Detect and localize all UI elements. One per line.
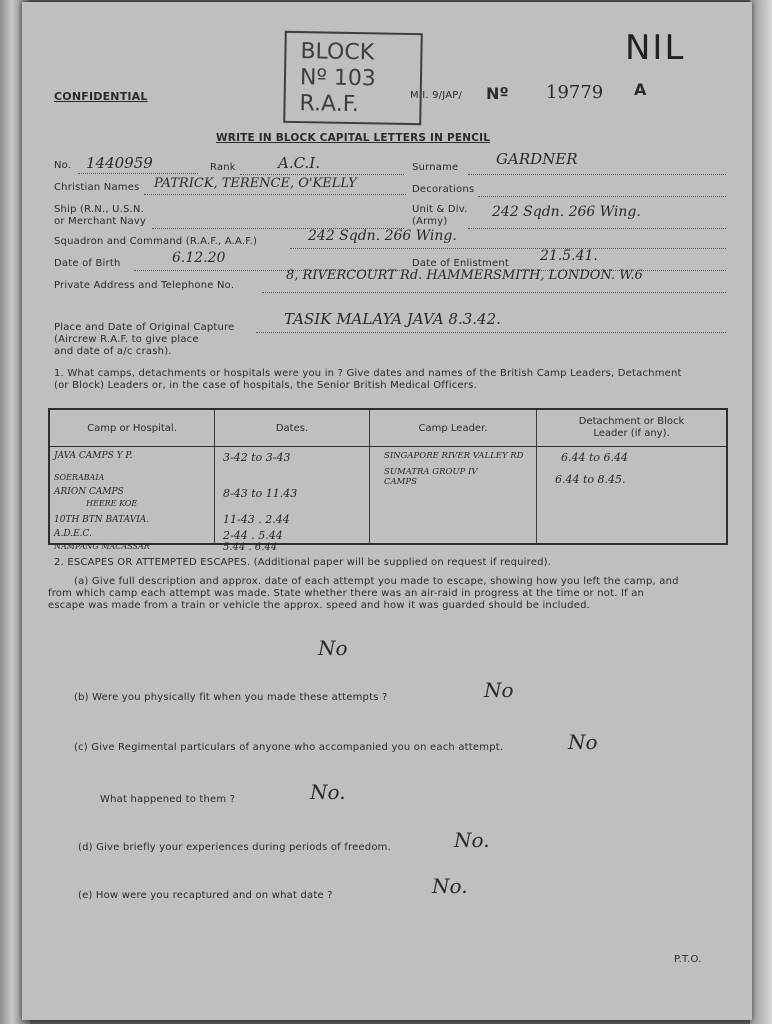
squadron-label: Squadron and Command (R.A.F., A.A.F.) (54, 236, 258, 247)
q2-a-2: from which camp each attempt was made. State whether there was an air-raid in progress at the time or not. If an (48, 588, 645, 599)
stacked-pages-edge (750, 0, 772, 1024)
cell-detachment: 6.44 to 6.44 6.44 to 8.45. (537, 447, 728, 545)
surname-value: GARDNER (496, 150, 578, 168)
q1-text-1: 1. What camps, detachments or hospitals were you in ? Give dates and names of the British Camp Leaders, Detachment (54, 368, 682, 379)
q2-a-answer: No (318, 636, 348, 660)
squadron-value: 242 Sqdn. 266 Wing. (308, 228, 457, 244)
q1-text-2: (or Block) Leaders or, in the case of hospitals, the Senior British Medical Officers. (54, 380, 477, 391)
q2-e: (e) How were you recaptured and on what date ? (78, 890, 333, 901)
q2-a-3: escape was made from a train or vehicle the approx. speed and how it was guarded should be included. (48, 600, 591, 611)
rank-label: Rank (210, 162, 236, 173)
instruction-heading: WRITE IN BLOCK CAPITAL LETTERS IN PENCIL (216, 132, 491, 144)
nil-annotation: NIL (625, 28, 686, 68)
number-label: Nº (486, 84, 509, 103)
surname-label: Surname (412, 162, 459, 173)
christian-names-label: Christian Names (54, 182, 140, 193)
service-no-value: 1440959 (86, 154, 153, 172)
block-stamp: BLOCK Nº 103 R.A.F. (283, 31, 423, 125)
ship-label-1: Ship (R.N., U.S.N. (54, 204, 144, 215)
service-no-label: No. (54, 160, 72, 171)
mi-ref: M.I. 9/JAP/ (410, 90, 463, 101)
address-label: Private Address and Telephone No. (54, 280, 235, 291)
unit-value: 242 Sqdn. 266 Wing. (492, 204, 641, 220)
unit-label-1: Unit & Div. (412, 204, 468, 215)
q2-c2-answer: No. (310, 780, 346, 804)
col-dates: Dates. (215, 409, 370, 447)
q2-e-answer: No. (432, 874, 468, 898)
cell-camps: JAVA CAMPS Y P. SOERABAIA ARION CAMPS HEERE KOE 10TH BTN BATAVIA. A.D.E.C. NAMPANG MACASSAR (49, 447, 215, 545)
address-value: 8, RIVERCOURT Rd. HAMMERSMITH, LONDON. W.6 (286, 268, 643, 283)
dob-value: 6.12.20 (172, 250, 226, 266)
cell-camp-leader: SINGAPORE RIVER VALLEY RD SUMATRA GROUP IV CAMPS (370, 447, 537, 545)
capture-value: TASIK MALAYA JAVA 8.3.42. (284, 310, 501, 328)
ship-label-2: or Merchant Navy (54, 216, 147, 227)
pto-label: P.T.O. (674, 954, 702, 965)
q2-d: (d) Give briefly your experiences during periods of freedom. (78, 842, 391, 853)
col-camp-leader: Camp Leader. (370, 409, 537, 447)
col-camp: Camp or Hospital. (49, 409, 215, 447)
camps-table (48, 408, 728, 553)
document-number: 19779 (546, 82, 604, 103)
unit-label-2: (Army) (412, 216, 448, 227)
enlistment-label: Date of Enlistment (412, 258, 509, 269)
number-suffix: A (634, 80, 647, 99)
q2-c: (c) Give Regimental particulars of anyone who accompanied you on each attempt. (74, 742, 504, 753)
q2-a-1: (a) Give full description and approx. date of each attempt you made to escape, showing how you left the camp, and (74, 576, 679, 587)
q2-d-answer: No. (454, 828, 490, 852)
cell-dates: 3-42 to 3-43 8-43 to 11.43 11-43 . 2.44 2-44 . 5.44 5.44 . 6.44 (215, 447, 370, 545)
q2-b: (b) Were you physically fit when you made these attempts ? (74, 692, 388, 703)
capture-label-2: (Aircrew R.A.F. to give place (54, 334, 199, 345)
capture-label-1: Place and Date of Original Capture (54, 322, 235, 333)
dob-label: Date of Birth (54, 258, 121, 269)
enlistment-value: 21.5.41. (540, 248, 598, 264)
q2-heading: 2. ESCAPES OR ATTEMPTED ESCAPES. (Additional paper will be supplied on request if required). (54, 557, 552, 568)
rank-value: A.C.I. (278, 154, 321, 172)
capture-label-3: and date of a/c crash). (54, 346, 172, 357)
decorations-label: Decorations (412, 184, 475, 195)
confidential-label: CONFIDENTIAL (54, 90, 148, 103)
q2-c2: What happened to them ? (100, 794, 236, 805)
christian-names-value: PATRICK, TERENCE, O'KELLY (154, 176, 357, 191)
form-page (22, 2, 752, 1020)
col-detachment: Detachment or Block Leader (if any). (537, 409, 728, 447)
q2-b-answer: No (484, 678, 514, 702)
q2-c-answer: No (568, 730, 598, 754)
